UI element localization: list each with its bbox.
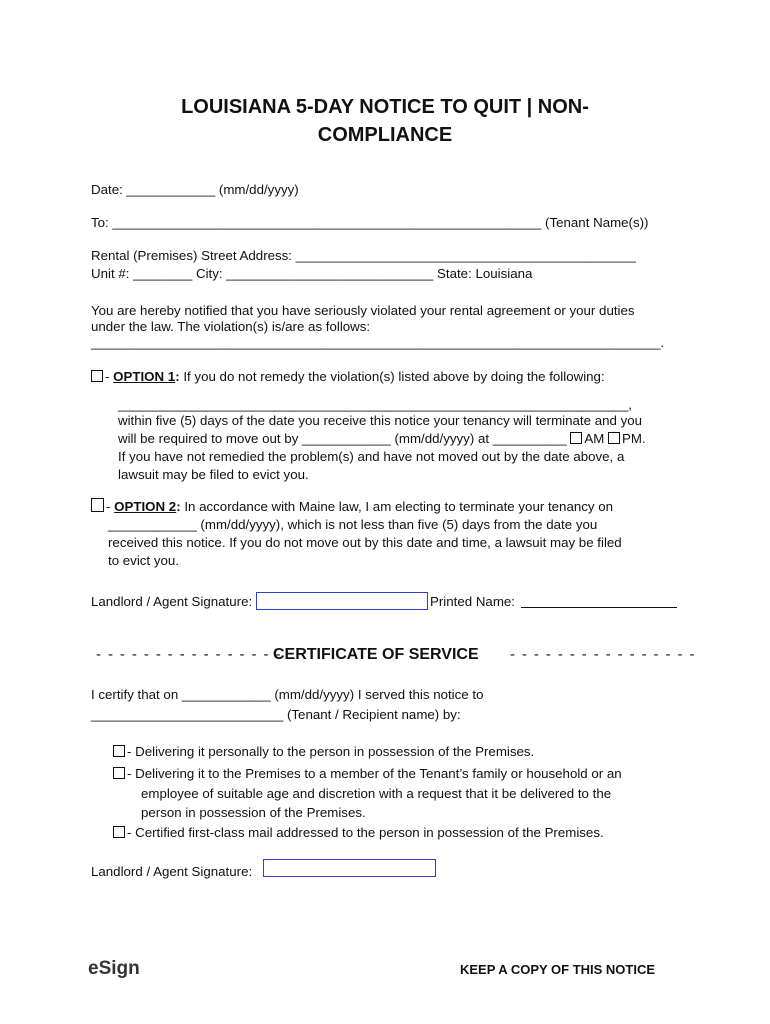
service-personal-checkbox[interactable] (113, 745, 125, 757)
document-title-line-1: LOUISIANA 5-DAY NOTICE TO QUIT | NON- (181, 96, 589, 118)
unit-city-state-field[interactable]: Unit #: ________ City: ____________________________ State: Louisiana (91, 266, 533, 281)
service-mail-checkbox[interactable] (113, 826, 125, 838)
option-2-label: OPTION 2 (114, 499, 177, 514)
option-1-label: OPTION 1 (113, 369, 176, 384)
option-2-intro: In accordance with Maine law, I am electing to terminate your tenancy on (180, 499, 614, 514)
option-1-text-line-2 (118, 430, 646, 447)
service-premises-checkbox[interactable] (113, 767, 125, 779)
certificate-signature-label: Landlord / Agent Signature: (91, 864, 253, 879)
violation-field[interactable]: _____________________________________________________________________________. (91, 335, 665, 350)
option-1-move-out-field[interactable]: will be required to move out by ____________ (mm/dd/yyyy) at __________ (118, 431, 571, 446)
service-premises-label: - Delivering it to the Premises to a member of the Tenant’s family or household or an (127, 766, 622, 781)
option-1-intro: If you do not remedy the violation(s) listed above by doing the following: (179, 369, 605, 384)
option-2-termination-date-field[interactable]: ____________ (mm/dd/yyyy), which is not less than five (5) days from the date you (108, 517, 598, 532)
service-personal-label: - Delivering it personally to the person in possession of the Premises. (127, 744, 535, 759)
landlord-signature-label: Landlord / Agent Signature: (91, 594, 253, 609)
option-1-text-line-4: lawsuit may be filed to evict you. (118, 467, 309, 482)
certificate-heading-row (96, 646, 282, 664)
service-method-mail (113, 824, 604, 841)
option-1-colon: : (175, 369, 180, 384)
certificate-recipient-field[interactable]: __________________________ (Tenant / Recipient name) by: (91, 707, 461, 722)
option-2-checkbox[interactable] (91, 498, 104, 512)
certificate-signature-box[interactable] (263, 859, 436, 877)
option-2-text-line-2: received this notice. If you do not move out by this date and time, a lawsuit may be filed (108, 535, 622, 550)
option-2-colon: : (176, 499, 181, 514)
certificate-dashes-right: - - - - - - - - - - - - - - - - (510, 646, 696, 663)
printed-name-field[interactable] (521, 607, 677, 608)
service-method-personal (113, 743, 534, 760)
notice-text-line-1: You are hereby notified that you have seriously violated your rental agreement or your duties (91, 303, 635, 318)
option-2-header (91, 498, 613, 515)
option-1-text-line-1: within five (5) days of the date you receive this notice your tenancy will terminate and you (118, 413, 643, 428)
certificate-served-date-field[interactable]: I certify that on ____________ (mm/dd/yyyy) I served this notice to (91, 687, 484, 702)
printed-name-label: Printed Name: (430, 594, 515, 609)
service-premises-line-3: person in possession of the Premises. (141, 805, 366, 820)
option-1-prefix: - (105, 369, 114, 384)
option-1-checkbox[interactable] (91, 370, 103, 382)
street-address-field[interactable]: Rental (Premises) Street Address: ______________________________________________ (91, 248, 636, 263)
option-1-text-line-3: If you have not remedied the problem(s) and have not moved out by the date above, a (118, 449, 625, 464)
option-2-text-line-3: to evict you. (108, 553, 179, 568)
certificate-heading: CERTIFICATE OF SERVICE (273, 646, 479, 663)
certificate-heading-right (510, 646, 696, 664)
notice-text-line-2: under the law. The violation(s) is/are as follows: (91, 319, 371, 334)
service-premises-line-2: employee of suitable age and discretion with a request that it be delivered to the (141, 786, 612, 801)
am-label: AM (584, 431, 609, 446)
document-title-line-2: COMPLIANCE (317, 124, 453, 146)
service-method-premises (113, 765, 622, 782)
pm-label: PM. (622, 431, 646, 446)
certificate-dashes-left: - - - - - - - - - - - - - - - - (96, 646, 282, 663)
landlord-signature-box[interactable] (256, 592, 428, 610)
option-1-remedy-field[interactable]: _____________________________________________________________________, (118, 397, 632, 412)
keep-copy-notice: KEEP A COPY OF THIS NOTICE (460, 962, 656, 977)
pm-checkbox[interactable] (608, 432, 620, 444)
option-1-header (91, 368, 605, 385)
tenant-name-field[interactable]: To: __________________________________________________________ (Tenant Name(s)) (91, 215, 649, 230)
esign-logo: eSign (88, 958, 140, 979)
date-field[interactable]: Date: ____________ (mm/dd/yyyy) (91, 182, 299, 197)
option-2-prefix: - (106, 499, 115, 514)
service-mail-label: - Certified first-class mail addressed to the person in possession of the Premises. (127, 825, 604, 840)
am-checkbox[interactable] (570, 432, 582, 444)
